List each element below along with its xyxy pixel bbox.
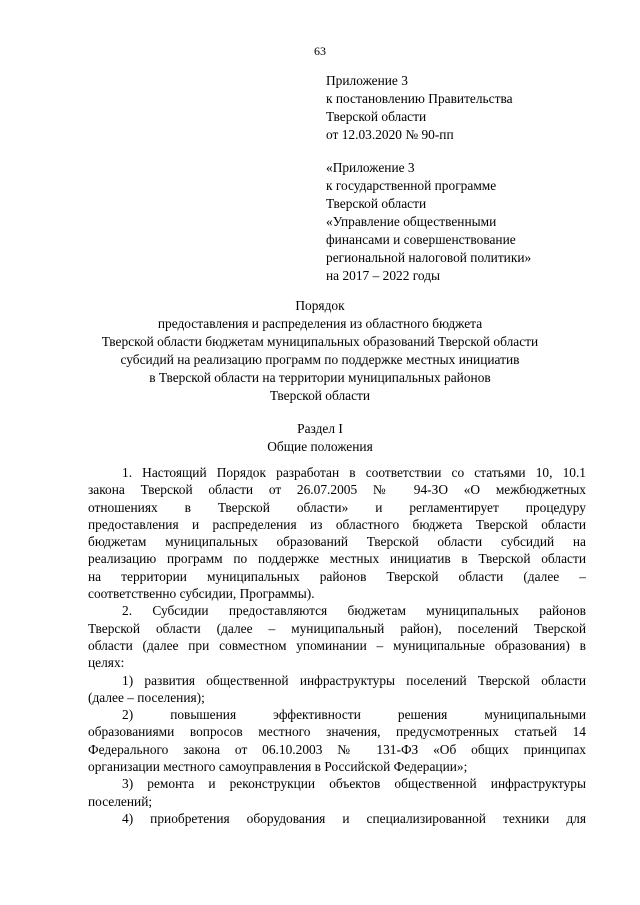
annex-current-line: Тверской области [326, 109, 427, 124]
paragraph-3 [88, 672, 586, 707]
title-line: Порядок [295, 298, 345, 313]
paragraph-4 [88, 706, 586, 775]
paragraph-line: 1. Настоящий Порядок разработан в соответствии со статьями 10, 10.1 [122, 465, 586, 480]
annex-current-line: к постановлению Правительства [326, 91, 513, 106]
annex-program-line: региональной налоговой политики» [326, 250, 532, 265]
paragraph-line: бюджетам муниципальных образований Тверской области субсидий на [88, 534, 586, 550]
section-number: Раздел I [297, 421, 343, 436]
section-heading [0, 420, 640, 456]
paragraph-line: Федерального закона от 06.10.2003 № 131-ФЗ «Об общих принципах [88, 741, 586, 757]
body-text [88, 464, 586, 827]
annex-program-line: Тверской области [326, 196, 427, 211]
title-line: предоставления и распределения из областного бюджета [157, 316, 483, 331]
paragraph-line: предоставления и распределения из областного бюджета Тверской области [88, 516, 586, 532]
annex-program-line: «Управление общественными [326, 214, 497, 229]
document-title [0, 297, 640, 405]
title-line: субсидий на реализацию программ по поддержке местных инициатив [120, 352, 520, 367]
paragraph-1 [88, 464, 586, 602]
paragraph-line: отношениях в Тверской области» и регламентирует процедуру [88, 499, 586, 515]
paragraph-line: (далее – поселения); [88, 689, 205, 705]
annex-program-line: к государственной программе [326, 178, 497, 193]
paragraph-line: области (далее при совместном упоминании – муниципальные образования) в [88, 637, 586, 653]
paragraph-line: Тверской области (далее – муниципальный район), поселений Тверской [88, 620, 586, 636]
paragraph-line: образованиями вопросов местного значения, предусмотренных статьей 14 [88, 724, 586, 740]
page-number: 63 [314, 44, 326, 58]
paragraph-line: закона Тверской области от 26.07.2005 № 94-ЗО «О межбюджетных [88, 482, 586, 498]
paragraph-line: поселений; [88, 793, 153, 809]
paragraph-5 [88, 775, 586, 810]
paragraph-2 [88, 602, 586, 671]
annex-program-block [326, 159, 626, 285]
title-line: Тверской области бюджетам муниципальных образований Тверской области [101, 334, 539, 349]
paragraph-line: на территории муниципальных районов Тверской области (далее – [88, 568, 586, 584]
annex-program-line: финансами и совершенствование [326, 232, 516, 247]
section-title: Общие положения [267, 439, 373, 454]
annex-current-line: от 12.03.2020 № 90-пп [326, 127, 454, 142]
paragraph-line: 2. Субсидии предоставляются бюджетам муниципальных районов [122, 603, 586, 619]
annex-program-line: на 2017 – 2022 годы [326, 268, 441, 283]
paragraph-line: соответственно субсидии, Программы). [88, 586, 315, 602]
paragraph-line: реализацию программ по поддержке местных инициатив в Тверской области [88, 551, 586, 567]
annex-current-block [326, 72, 626, 144]
annex-program-line: «Приложение 3 [326, 160, 415, 175]
paragraph-line: 4) приобретения оборудования и специализированной техники для [122, 810, 586, 826]
paragraph-line: 2) повышения эффективности решения муниципальными [122, 707, 586, 723]
paragraph-line: организации местного самоуправления в Российской Федерации»; [88, 759, 468, 775]
title-line: Тверской области [269, 388, 371, 403]
annex-current-line: Приложение 3 [326, 73, 408, 88]
paragraph-6 [88, 810, 586, 827]
title-line: в Тверской области на территории муниципальных районов [149, 370, 491, 385]
paragraph-line: целях: [88, 655, 125, 671]
paragraph-line: 1) развития общественной инфраструктуры поселений Тверской области [122, 672, 586, 688]
paragraph-line: 3) ремонта и реконструкции объектов общественной инфраструктуры [122, 776, 586, 792]
